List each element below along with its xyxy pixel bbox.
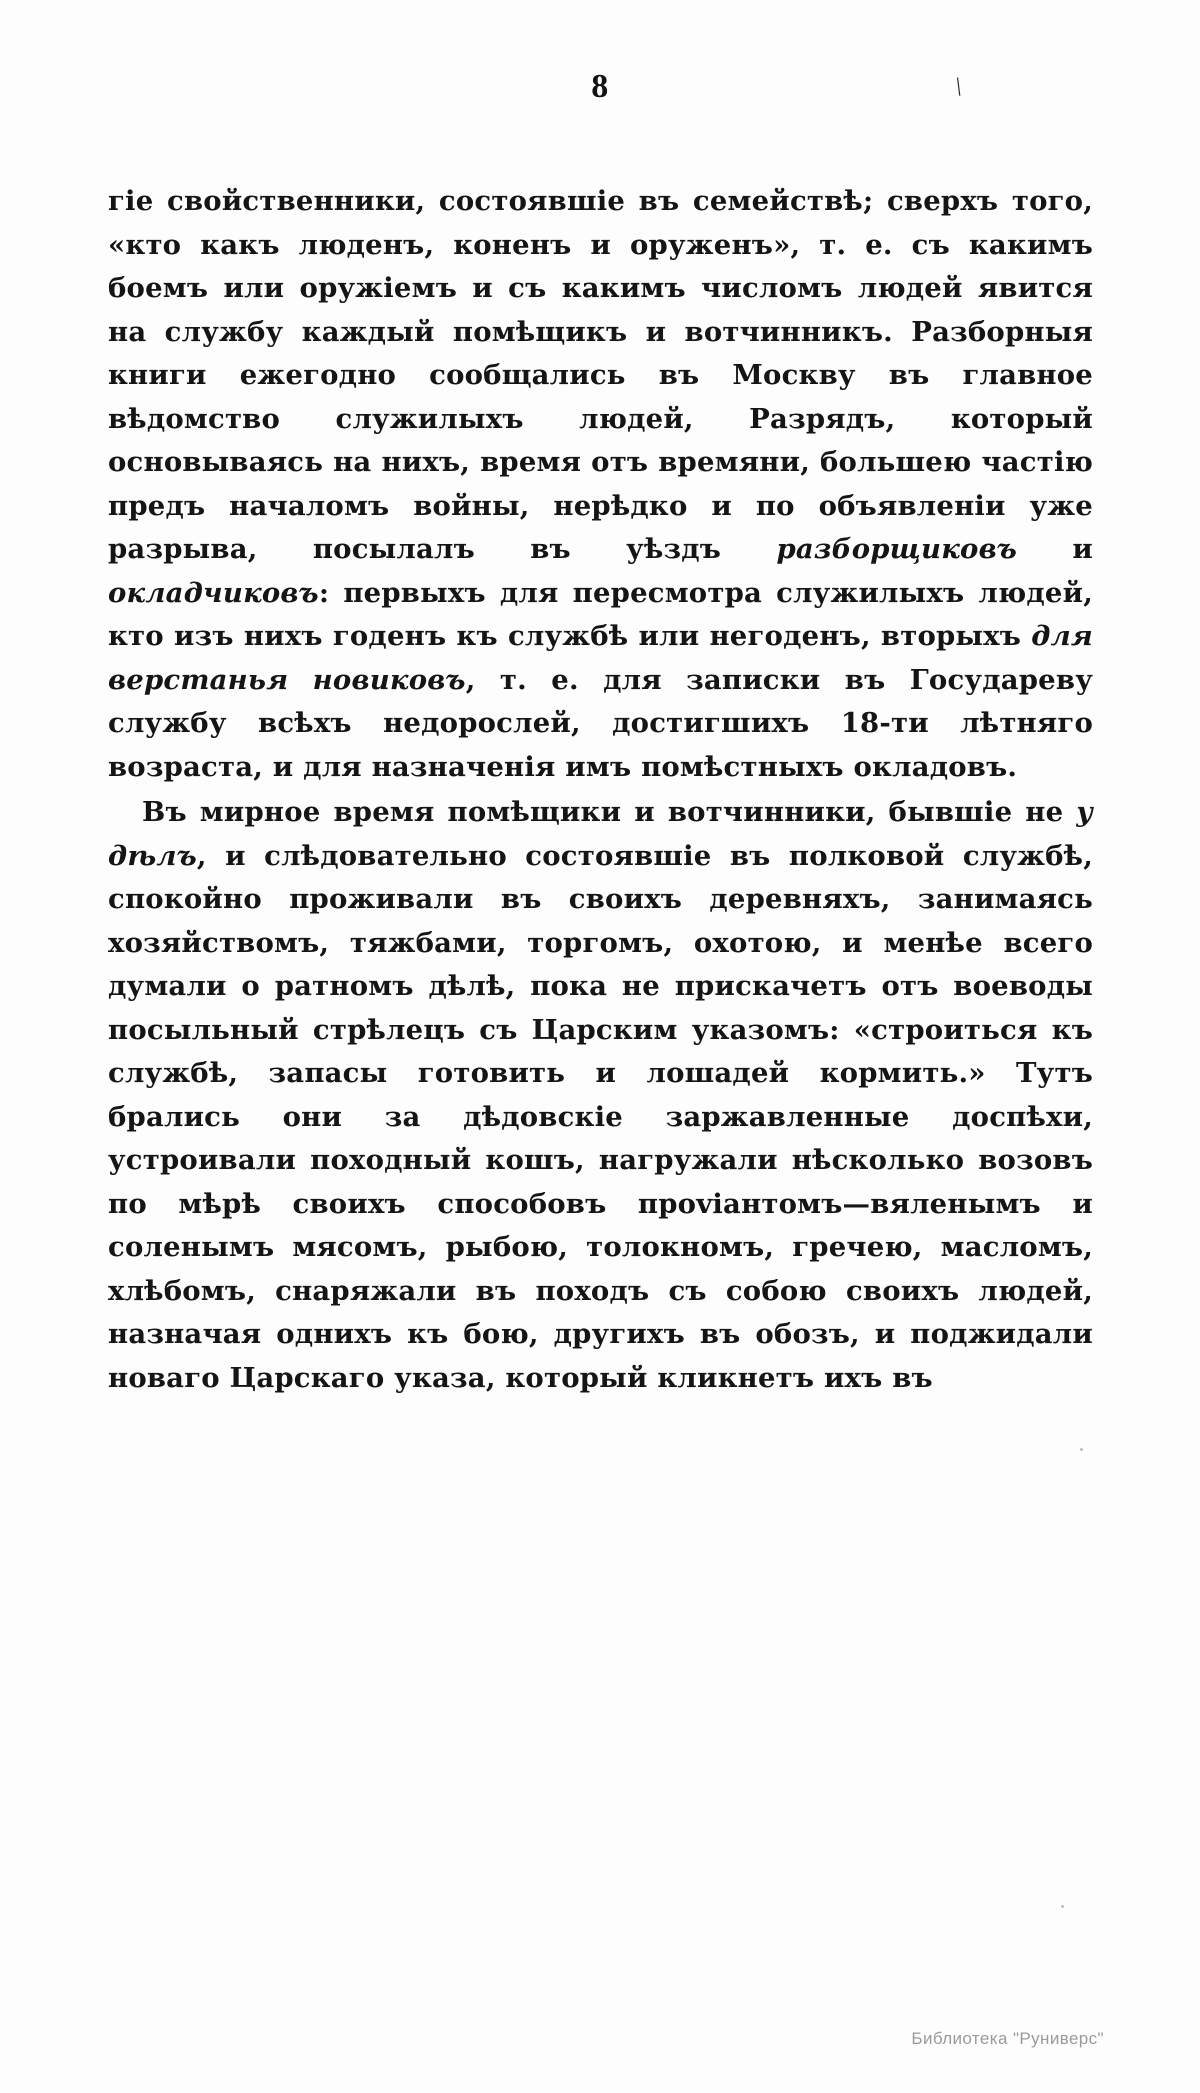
emphasized-text: для верстанья новиковъ [108, 620, 1093, 696]
paper-speck [1061, 1905, 1064, 1908]
page-body-text [108, 180, 1093, 1400]
paper-speck [1080, 1448, 1083, 1451]
body-text-run: гіе свойственники, состоявшіе въ семействѣ; сверхъ того, «кто какъ люденъ, коненъ и оруженъ», т. е. съ какимъ боемъ или оружіемъ и съ какимъ числомъ людей явится на службу каждый помѣщикъ и вотчинникъ. Разборныя книги ежегодно сообщались въ Москву въ главное вѣдомство служилыхъ людей, Разрядъ, который основываясь на нихъ, время отъ времяни, большею частію предъ началомъ войны, нерѣдко и по объявленіи уже разрыва, посылалъ въ уѣздъ [108, 185, 1093, 565]
emphasized-text: разборщиковъ [776, 533, 1018, 565]
body-text-run: Въ мирное время помѣщики и вотчинники, бывшіе не [142, 796, 1077, 828]
body-text-run: и [1017, 533, 1093, 565]
body-text-run: : первыхъ для пересмотра служилыхъ людей, кто изъ нихъ годенъ къ службѣ или негоденъ, вторыхъ [108, 576, 1093, 652]
body-text-run: , и слѣдовательно состоявшіе въ полковой службѣ, спокойно проживали въ своихъ деревняхъ, занимаясь хозяйствомъ, тяжбами, торгомъ, охотою, и менѣе всего думали о ратномъ дѣлѣ, пока не прискачетъ отъ воеводы посыльный стрѣлецъ съ Царским указомъ: «строиться къ службѣ, запасы готовить и лошадей кормить.» Тутъ брались они за дѣдовскіе заржавленные доспѣхи, устроивали походный кошъ, нагружали нѣсколько возовъ по мѣрѣ своихъ способовъ проviантомъ—вяленымъ и соленымъ мясомъ, рыбою, толокномъ, гречею, масломъ, хлѣбомъ, снаряжали въ походъ съ собою своихъ людей, назначая однихъ къ бою, другихъ въ обозъ, и поджидали новаго Царскаго указа, который кликнетъ ихъ въ [108, 839, 1093, 1394]
emphasized-text: окладчиковъ [108, 576, 319, 609]
emphasized-text: у дѣлъ [108, 796, 1093, 872]
paragraph-2 [108, 791, 1093, 1400]
library-watermark: Библиотека "Руниверс" [911, 2029, 1104, 2048]
corner-pen-mark: \ [952, 71, 966, 102]
page-number: 8 [591, 68, 609, 105]
paragraph-1 [108, 180, 1093, 789]
body-text-run: , т. е. для записки въ Государеву службу всѣхъ недорослей, достигшихъ 18-ти лѣтняго возраста, и для назначенія имъ помѣстныхъ окладовъ. [108, 663, 1093, 783]
